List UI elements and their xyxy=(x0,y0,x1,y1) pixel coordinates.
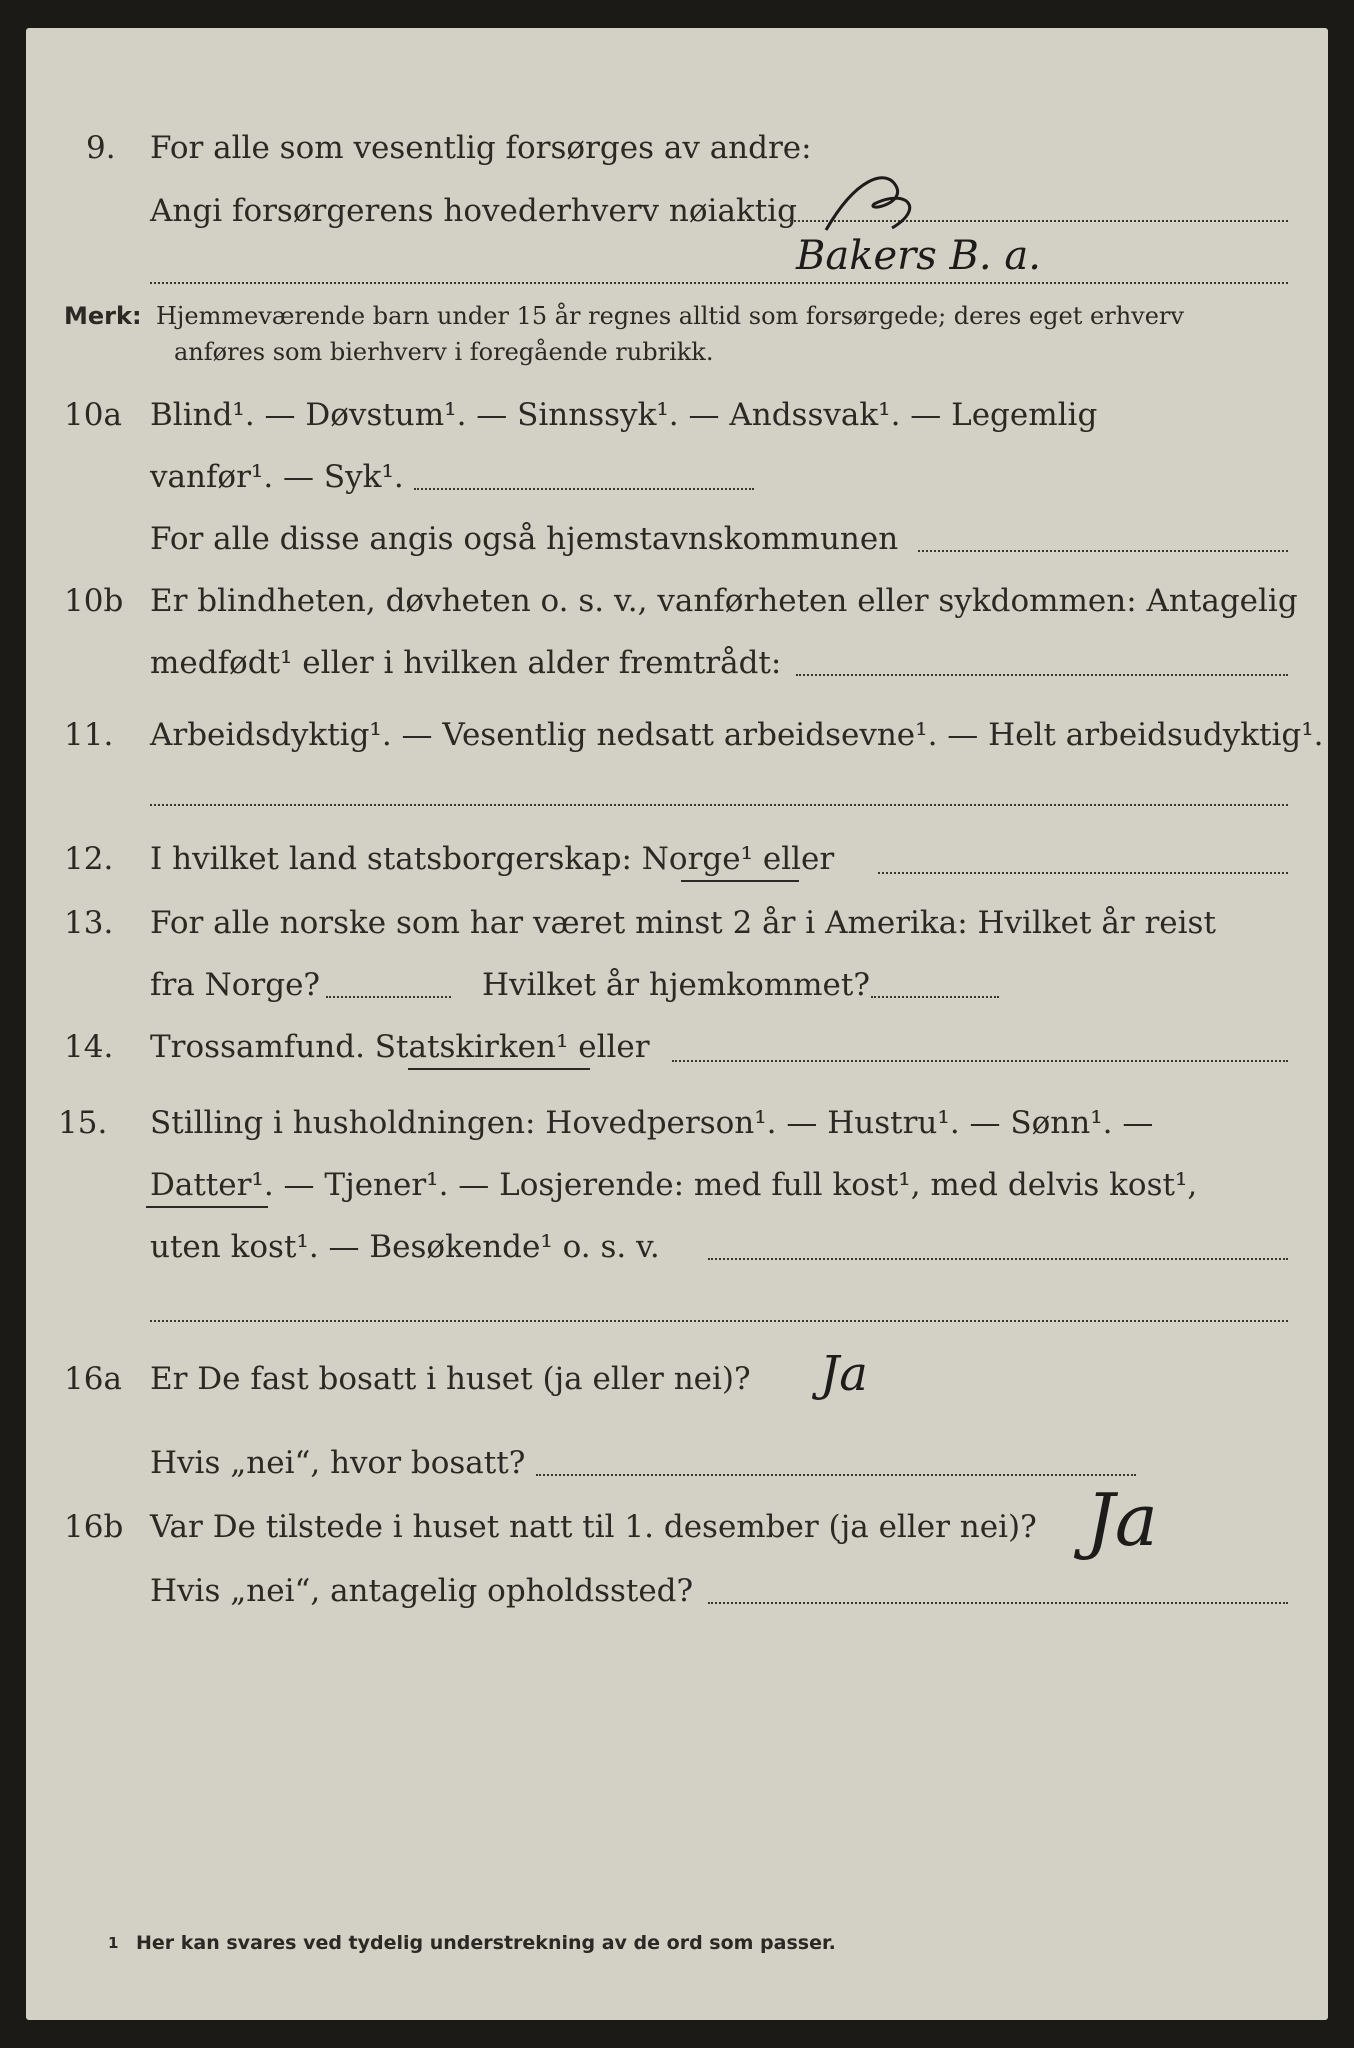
q9-number: 9. xyxy=(86,130,116,166)
q13-line1: For alle norske som har været minst 2 år i Amerika: Hvilket år reist xyxy=(150,905,1216,941)
q14-answer-line xyxy=(672,1060,1288,1062)
merk-label: Merk: xyxy=(64,302,142,330)
q16b-line1: Var De tilstede i huset natt til 1. desember (ja eller nei)? xyxy=(150,1509,1037,1545)
merk-line1: Hjemmeværende barn under 15 år regnes alltid som forsørgede; deres eget erhverv xyxy=(156,302,1184,330)
q14-line1: Trossamfund. Statskirken¹ eller xyxy=(150,1029,650,1065)
q14-statskirken-underline xyxy=(408,1068,590,1070)
q9-handwriting-flourish xyxy=(796,168,1036,238)
q10b-answer-line xyxy=(796,674,1288,676)
q10b-line2: medfødt¹ eller i hvilken alder fremtrådt: xyxy=(150,645,782,681)
q15-datter-underline xyxy=(146,1206,268,1208)
q10a-kommune-line xyxy=(918,550,1288,552)
q13-hjemkommet-line xyxy=(871,996,999,998)
q15-line3: uten kost¹. — Besøkende¹ o. s. v. xyxy=(150,1229,660,1265)
q15-line2: Datter¹. — Tjener¹. — Losjerende: med full kost¹, med delvis kost¹, xyxy=(150,1167,1198,1203)
q11-line1: Arbeidsdyktig¹. — Vesentlig nedsatt arbeidsevne¹. — Helt arbeidsudyktig¹. xyxy=(150,717,1324,753)
q9-line2: Angi forsørgerens hovederhverv nøiaktig xyxy=(150,193,797,229)
footnote-mark: 1 xyxy=(108,1934,119,1952)
q12-norge-underline xyxy=(681,880,799,882)
q16a-handwritten-answer: Ja xyxy=(820,1346,868,1402)
q16b-number: 16b xyxy=(64,1509,124,1545)
q13-line2b: Hvilket år hjemkommet? xyxy=(482,967,870,1003)
q16a-line1: Er De fast bosatt i huset (ja eller nei)? xyxy=(150,1361,751,1397)
q9-rule xyxy=(150,282,1288,284)
q12-answer-line xyxy=(878,872,1288,874)
q15-line1: Stilling i husholdningen: Hovedperson¹. — Hustru¹. — Sønn¹. — xyxy=(150,1105,1154,1141)
q16b-handwritten-answer: Ja xyxy=(1086,1478,1158,1562)
q10a-line2: vanfør¹. — Syk¹. xyxy=(150,459,404,495)
q10a-line1: Blind¹. — Døvstum¹. — Sinnssyk¹. — Andssvak¹. — Legemlig xyxy=(150,397,1098,433)
q12-line1: I hvilket land statsborgerskap: Norge¹ eller xyxy=(150,841,835,877)
q15-number: 15. xyxy=(58,1105,108,1141)
q16b-answer-line xyxy=(708,1602,1288,1604)
q9-line1: For alle som vesentlig forsørges av andre: xyxy=(150,130,812,166)
q16a-line2: Hvis „nei“, hvor bosatt? xyxy=(150,1445,526,1481)
q14-number: 14. xyxy=(64,1029,114,1065)
q10a-number: 10a xyxy=(64,397,122,433)
merk-line2: anføres som bierhverv i foregående rubrikk. xyxy=(174,338,714,366)
q11-rule xyxy=(150,804,1288,806)
q11-number: 11. xyxy=(64,717,114,753)
q15-answer-line xyxy=(708,1258,1288,1260)
census-form-page xyxy=(26,28,1328,2020)
q15-rule xyxy=(150,1320,1288,1322)
q13-number: 13. xyxy=(64,905,114,941)
q10b-line1: Er blindheten, døvheten o. s. v., vanførheten eller sykdommen: Antagelig xyxy=(150,583,1298,619)
q13-line2a: fra Norge? xyxy=(150,967,321,1003)
q12-number: 12. xyxy=(64,841,114,877)
q16a-answer-line xyxy=(536,1474,1136,1476)
q10b-number: 10b xyxy=(64,583,124,619)
footnote-text: Her kan svares ved tydelig understrekning av de ord som passer. xyxy=(136,1932,836,1954)
q16b-line2: Hvis „nei“, antagelig opholdssted? xyxy=(150,1573,694,1609)
q10a-line3: For alle disse angis også hjemstavnskommunen xyxy=(150,521,899,557)
q16a-number: 16a xyxy=(64,1361,122,1397)
q9-handwritten-answer: Bakers B. a. xyxy=(796,233,1041,279)
q13-reist-line xyxy=(326,996,451,998)
q10a-syk-line xyxy=(414,488,754,490)
